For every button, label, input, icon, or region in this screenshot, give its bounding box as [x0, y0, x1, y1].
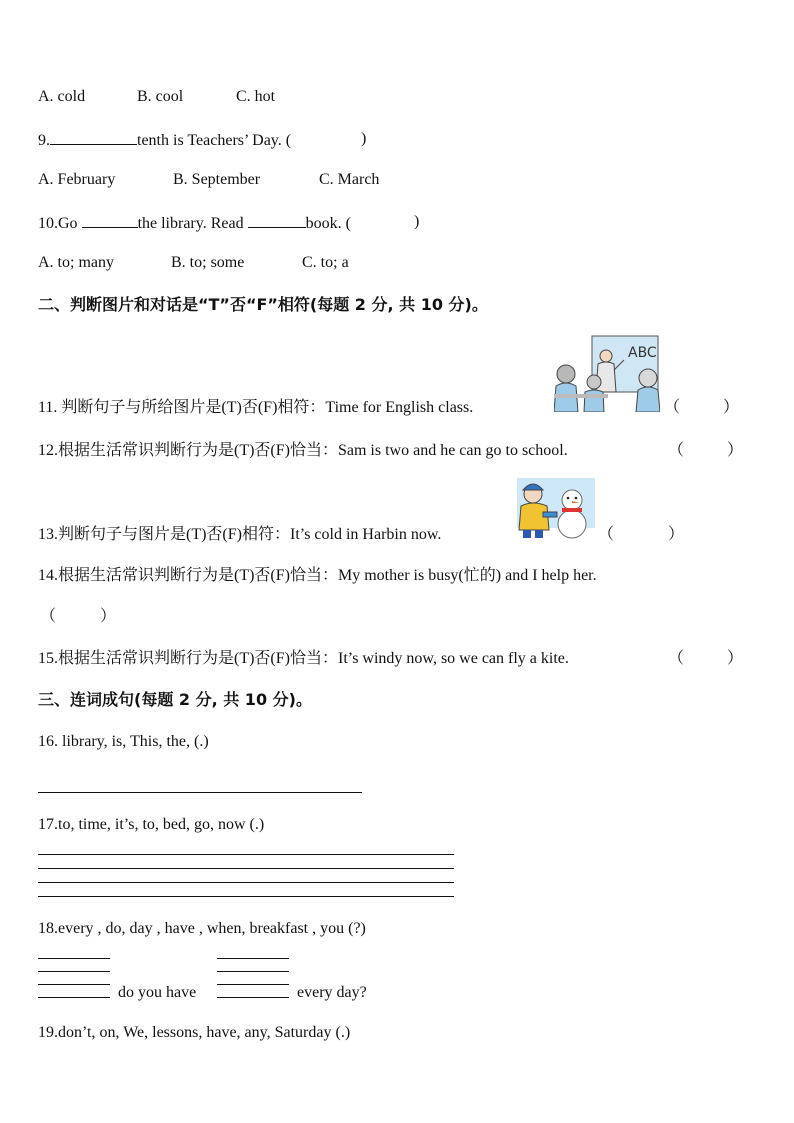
q10-option-c: C. to; a	[302, 254, 349, 271]
q11-answer-open[interactable]: （	[664, 399, 681, 416]
q18-blank-2-line-4[interactable]	[217, 997, 289, 998]
q17-answer-line-4[interactable]	[38, 896, 454, 897]
q10-mid: the library. Read	[137, 215, 244, 232]
question-13: 13.判断句子与图片是(T)否(F)相符：It’s cold in Harbin now.	[38, 526, 442, 543]
question-18: 18.every , do, day , have , when, breakfast , you (?)	[38, 920, 366, 937]
q13-answer-open[interactable]: （	[598, 526, 615, 543]
q18-blank-1-line-3[interactable]	[38, 984, 110, 985]
q9-number: 9.	[38, 132, 50, 149]
q18-blank-2-line-1[interactable]	[217, 958, 289, 959]
question-16: 16. library, is, This, the, (.)	[38, 733, 209, 750]
q10-end: book. (	[305, 215, 351, 232]
q9-option-b: B. September	[173, 171, 261, 188]
question-19: 19.don’t, on, We, lessons, have, any, Saturday (.)	[38, 1024, 351, 1041]
q11-answer-close: ）	[723, 399, 740, 416]
q18-end-text: every day?	[297, 984, 367, 1001]
section-3-title: 三、连词成句(每题 2 分, 共 10 分)。	[38, 690, 312, 709]
section-2-title: 二、判断图片和对话是“T”否“F”相符(每题 2 分, 共 10 分)。	[38, 295, 488, 314]
question-11: 11. 判断句子与所给图片是(T)否(F)相符：Time for English class.	[38, 399, 474, 416]
q9-text: tenth is Teachers’ Day. (	[137, 132, 292, 149]
q15-answer-open[interactable]: （	[668, 650, 685, 667]
q9-blank[interactable]	[50, 129, 137, 145]
board-text: ABC	[628, 345, 657, 361]
q14-answer-close: ）	[100, 608, 117, 625]
q12-answer-open[interactable]: （	[668, 442, 685, 459]
snowman-picture	[517, 478, 595, 542]
q9-options	[38, 170, 379, 190]
q8-options	[38, 87, 275, 107]
question-10	[38, 212, 351, 234]
q17-answer-line-2[interactable]	[38, 868, 454, 869]
q8-option-c: C. hot	[236, 88, 276, 105]
question-9	[38, 129, 291, 151]
q14-answer-open[interactable]: （	[40, 608, 57, 625]
q13-answer-close: ）	[668, 526, 685, 543]
q18-mid-text: do you have	[118, 984, 197, 1001]
q8-option-b: B. cool	[137, 88, 184, 105]
q15-answer-close: ）	[727, 650, 744, 667]
question-14: 14.根据生活常识判断行为是(T)否(F)恰当：My mother is busy(忙的) and I help her.	[38, 567, 597, 584]
q17-answer-line-1[interactable]	[38, 854, 454, 855]
q9-answer-close: )	[361, 130, 367, 147]
q9-option-a: A. February	[38, 171, 116, 188]
question-12: 12.根据生活常识判断行为是(T)否(F)恰当：Sam is two and he can go to school.	[38, 442, 568, 459]
q18-blank-1-line-2[interactable]	[38, 971, 110, 972]
q9-option-c: C. March	[319, 171, 380, 188]
q10-options	[38, 253, 349, 273]
q10-option-a: A. to; many	[38, 254, 114, 271]
question-17: 17.to, time, it’s, to, bed, go, now (.)	[38, 816, 265, 833]
classroom-picture	[554, 334, 660, 412]
q12-answer-close: ）	[727, 442, 744, 459]
q10-blank-2[interactable]	[248, 212, 306, 228]
q10-answer-close: )	[414, 213, 420, 230]
q10-option-b: B. to; some	[171, 254, 245, 271]
q18-blank-1-line-4[interactable]	[38, 997, 110, 998]
q8-option-a: A. cold	[38, 88, 86, 105]
q10-number: 10.Go	[38, 215, 78, 232]
q18-blank-2-line-3[interactable]	[217, 984, 289, 985]
q18-blank-1-line-1[interactable]	[38, 958, 110, 959]
question-15: 15.根据生活常识判断行为是(T)否(F)恰当：It’s windy now, so we can fly a kite.	[38, 650, 569, 667]
q10-blank-1[interactable]	[82, 212, 138, 228]
q18-blank-2-line-2[interactable]	[217, 971, 289, 972]
q16-answer-line[interactable]	[38, 792, 362, 793]
q17-answer-line-3[interactable]	[38, 882, 454, 883]
